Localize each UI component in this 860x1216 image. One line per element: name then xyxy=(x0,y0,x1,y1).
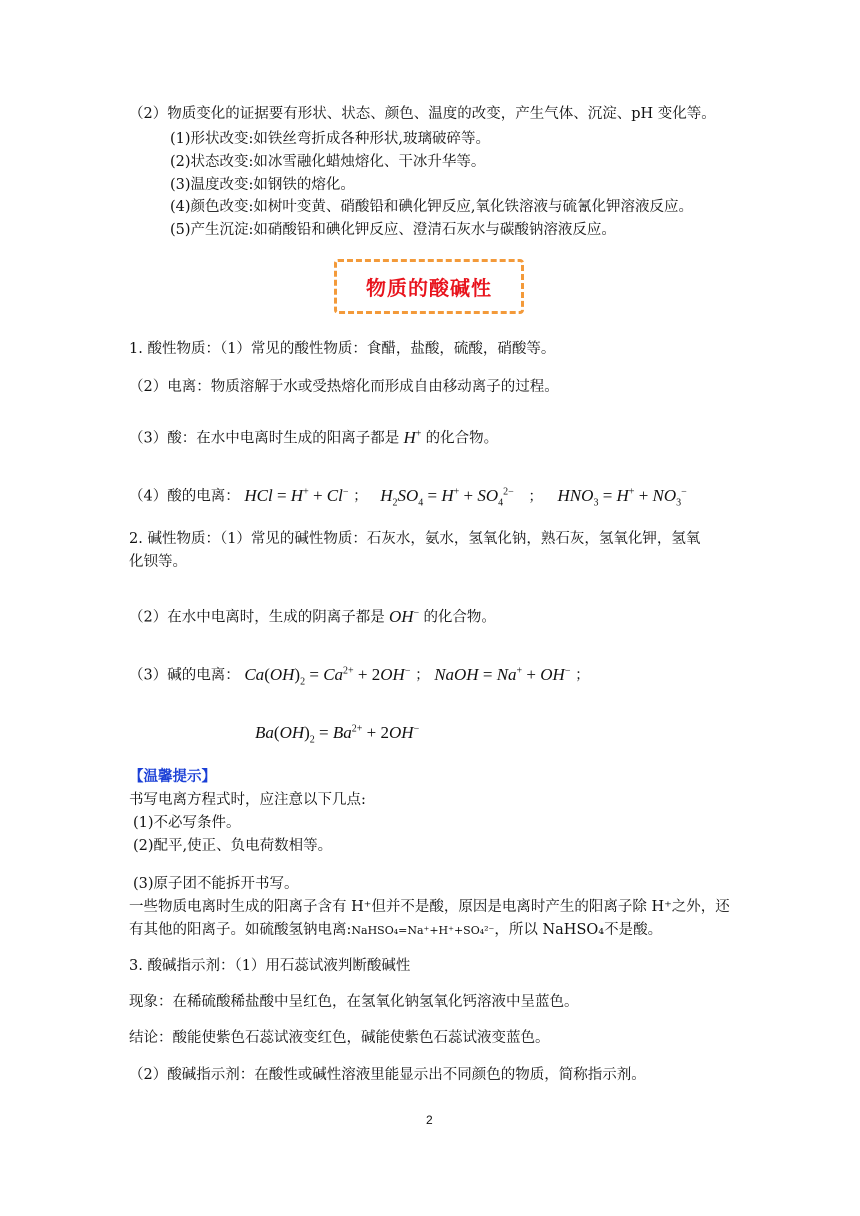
equation-h2so4: $H_2SO_4 = H^+ + SO_4^{2-}$ xyxy=(380,485,514,509)
acid-ionization-line xyxy=(129,482,687,513)
section-title: 物质的酸碱性 xyxy=(366,276,492,300)
list-item: (2)状态改变:如冰雪融化蜡烛熔化、干冰升华等。 xyxy=(170,154,486,170)
base-line-2 xyxy=(129,603,496,628)
equation-baoh2: $Ba(OH)_2 = Ba^{2+} + 2OH^-$ xyxy=(255,722,420,746)
indicator-line-2: 现象：在稀硫酸稀盐酸中呈红色，在氢氧化钠氢氧化钙溶液中呈蓝色。 xyxy=(129,994,579,1010)
list-item: (5)产生沉淀:如硝酸铅和碘化钾反应、澄清石灰水与碳酸钠溶液反应。 xyxy=(170,222,616,238)
separator: ； xyxy=(353,488,368,505)
indicator-line-3: 结论：酸能使紫色石蕊试液变红色，碱能使紫色石蕊试液变蓝色。 xyxy=(129,1030,550,1046)
tip-line: 一些物质电离时生成的阳离子含有 H⁺但并不是酸，原因是电离时产生的阳离子除 H⁺之外，还 xyxy=(129,899,730,915)
base-line-1b: 化钡等。 xyxy=(129,554,187,570)
formula-oh-minus: OH− xyxy=(384,606,420,626)
tip-line xyxy=(129,920,662,941)
acid-def-text: （3）酸：在水中电离时生成的阳离子都是 xyxy=(129,430,400,447)
acid-line-3 xyxy=(129,424,498,449)
acid-line-1: 1. 酸性物质：（1）常见的酸性物质：食醋，盐酸，硫酸，硝酸等。 xyxy=(129,341,556,357)
indicator-line-4: （2）酸碱指示剂：在酸性或碱性溶液里能显示出不同颜色的物质，简称指示剂。 xyxy=(129,1067,646,1083)
equation-naoh: NaOH = Na+ + OH− xyxy=(434,664,571,684)
tip-heading: 【温馨提示】 xyxy=(129,768,216,785)
page-number: 2 xyxy=(426,1113,433,1127)
acid-line-2: （2）电离：物质溶解于水或受热熔化而形成自由移动离子的过程。 xyxy=(129,379,559,395)
acid-ionization-label: （4）酸的电离： xyxy=(129,488,240,505)
base-ionization-line xyxy=(129,661,590,692)
base-ionization-label: （3）碱的电离： xyxy=(129,667,240,684)
tip-item: (2)配平,使正、负电荷数相等。 xyxy=(133,838,333,854)
tip-line: 书写电离方程式时，应注意以下几点: xyxy=(129,792,366,808)
list-item: (4)颜色改变:如树叶变黄、硝酸铅和碘化钾反应,氧化铁溶液与硫氰化钾溶液反应。 xyxy=(170,199,694,215)
list-item: (1)形状改变:如铁丝弯折成各种形状,玻璃破碎等。 xyxy=(170,131,491,147)
separator: ； xyxy=(415,667,430,684)
equation-baoh2-line xyxy=(255,719,419,750)
indicator-line-1: 3. 酸碱指示剂：（1）用石蕊试液判断酸碱性 xyxy=(129,958,411,974)
evidence-heading: （2）物质变化的证据要有形状、状态、颜色、温度的改变，产生气体、沉淀、pH 变化等。 xyxy=(129,106,716,122)
formula-h-plus: H+ xyxy=(399,427,422,447)
separator: ； xyxy=(575,667,590,684)
tip-item: (1)不必写条件。 xyxy=(133,815,241,831)
tip-text-end: ，所以 NaHSO₄不是酸。 xyxy=(494,922,663,938)
list-item: (3)温度改变:如钢铁的熔化。 xyxy=(170,177,355,193)
base-def-text-end: 的化合物。 xyxy=(423,609,496,626)
tip-text: 有其他的阳离子。如硫酸氢钠电离: xyxy=(129,922,352,938)
equation-hcl: HCl = H+ + Cl− xyxy=(244,485,349,505)
acid-def-text-end: 的化合物。 xyxy=(425,430,499,447)
tip-formula: NaHSO₄=Na⁺+H⁺+SO₄²⁻ xyxy=(351,924,495,937)
equation-caoh2: $Ca(OH)_2 = Ca^{2+} + 2OH^-$ xyxy=(244,664,411,688)
tip-item: (3)原子团不能拆开书写。 xyxy=(133,876,299,892)
equation-hno3: $HNO_3 = H^+ + NO_3^-$ xyxy=(557,485,687,509)
base-def-text: （2）在水中电离时，生成的阴离子都是 xyxy=(129,609,385,626)
section-title-box xyxy=(334,259,524,314)
separator: ； xyxy=(528,488,543,505)
base-line-1: 2. 碱性物质：（1）常见的碱性物质：石灰水，氨水，氢氧化钠，熟石灰，氢氧化钾，氢氧 xyxy=(129,531,701,547)
